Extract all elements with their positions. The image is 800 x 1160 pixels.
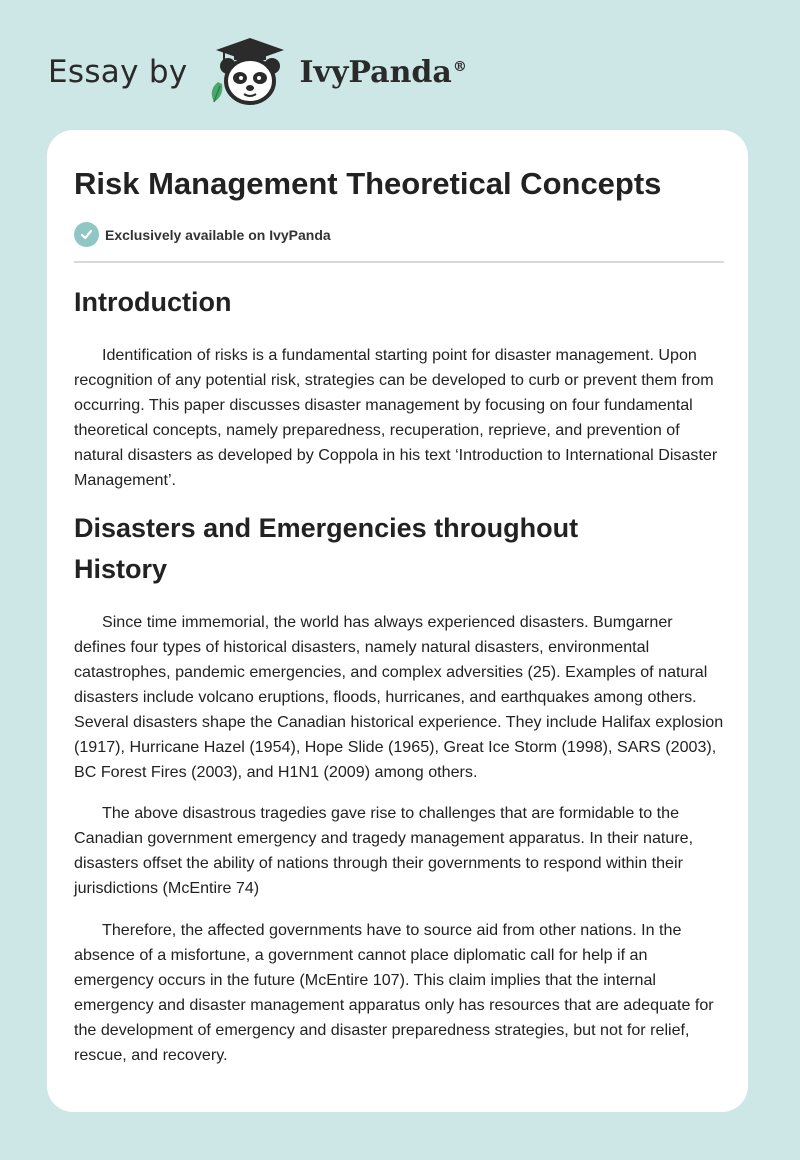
section-heading-disasters-history: Disasters and Emergencies throughout History <box>74 513 579 584</box>
paragraph-history-3: Therefore, the affected governments have to source aid from other nations. In the absence of a misfortune, a government cannot place diplomatic call for help if an emergency occurs in the future (McEntire 107). This claim implies that the internal emergency and disaster management apparatus only has resources that are adequate for the development of emergency and disaster preparedness strategies, but not for relief, rescue, and recovery. <box>74 921 714 1064</box>
panda-graduate-icon[interactable] <box>204 36 296 108</box>
essay-card <box>47 130 748 1112</box>
paragraph-history-1: Since time immemorial, the world has always experienced disasters. Bumgarner defines four types of historical disasters, namely natural disasters, environmental catastrophes, pandemic emergencies, and complex adversities (25). Examples of natural disasters include volcano eruptions, floods, hurricanes, and earthquakes among others. Several disasters shape the Canadian historical experience. They include Halifax explosion (1917), Hurricane Hazel (1954), Hope Slide (1965), Great Ice Storm (1998), SARS (2003), BC Forest Fires (2003), and H1N1 (2009) among others. <box>74 613 724 781</box>
essay-by-label: Essay by <box>48 54 188 90</box>
section-heading-introduction: Introduction <box>74 287 232 317</box>
check-circle-icon <box>74 222 99 247</box>
brand-name[interactable] <box>300 55 467 90</box>
trademark-symbol: ® <box>452 58 467 75</box>
brand-name-text: IvyPanda <box>299 54 452 90</box>
title-divider <box>74 261 724 263</box>
exclusive-badge-label: Exclusively available on IvyPanda <box>105 226 331 243</box>
site-header <box>48 36 467 108</box>
exclusive-badge <box>74 222 331 247</box>
paragraph-introduction: Identification of risks is a fundamental starting point for disaster management. Upon recognition of any potential risk, strategies can be developed to curb or prevent them from occurring. This paper discusses disaster management by focusing on four fundamental theoretical concepts, namely preparedness, recuperation, reprieve, and prevention of natural disasters as developed by Coppola in his text ‘Introduction to International Disaster Management’. <box>74 346 718 489</box>
essay-title: Risk Management Theoretical Concepts <box>74 166 662 201</box>
paragraph-history-2: The above disastrous tragedies gave rise to challenges that are formidable to the Canadian government emergency and tragedy management apparatus. In their nature, disasters offset the ability of nations through their governments to respond within their jurisdictions (McEntire 74) <box>74 804 694 897</box>
